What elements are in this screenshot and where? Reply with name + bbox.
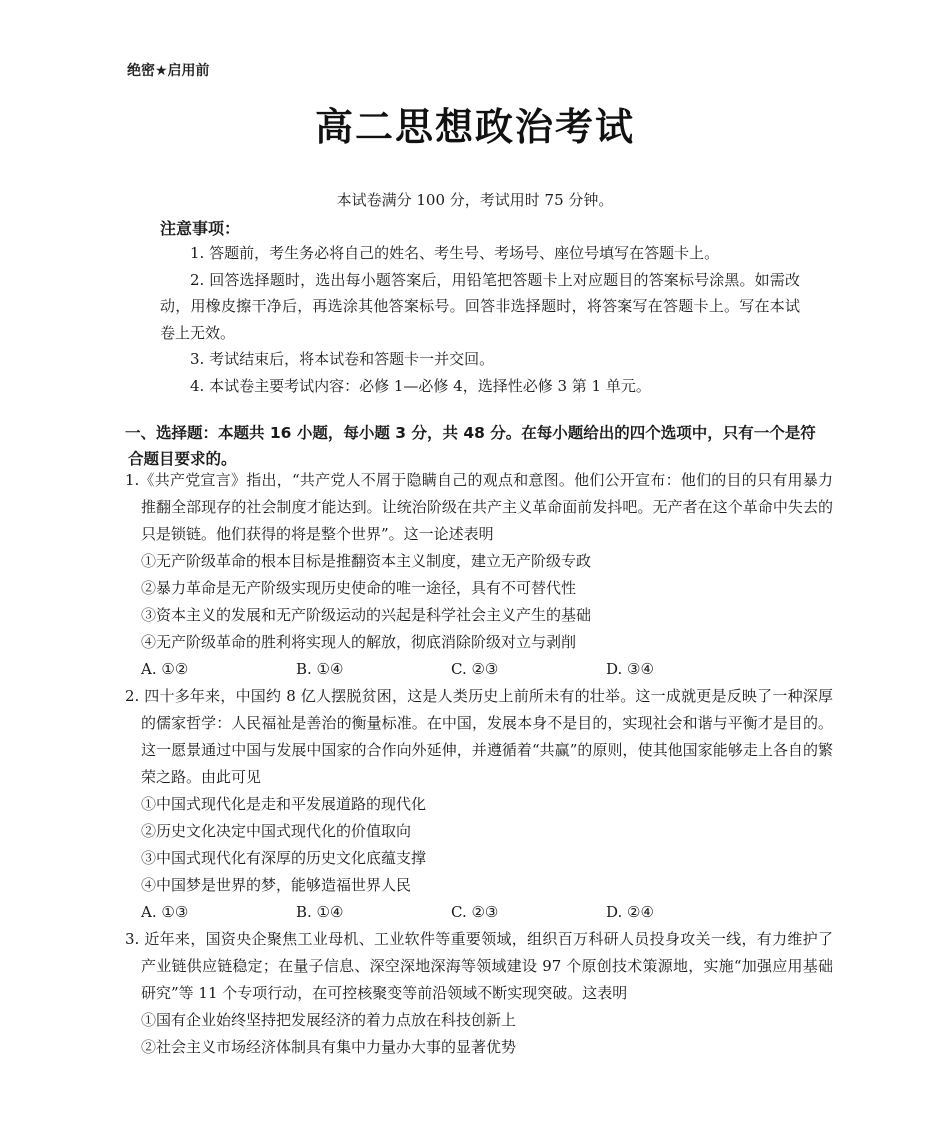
secret-label: 绝密★启用前 (127, 63, 210, 79)
question-stem: 2. 四十多年来，中国约 8 亿人摆脱贫困，这是人类历史上前所未有的壮举。这一成就更是反映了一种深厚的儒家哲学：人民福祉是善治的衡量标准。在中国，发展本身不是目的，实现社会和谐与平衡才是目的。这一愿景通过中国与发展中国家的合作向外延伸，并遵循着“共赢”的原则，使其他国家能够走上各自的繁荣之路。由此可见 (125, 687, 833, 786)
question-option: ②历史文化决定中国式现代化的价值取向 (141, 822, 412, 840)
choice-d: D. ③④ (606, 660, 654, 678)
note-item: 1. 答题前，考生务必将自己的姓名、考生号、考场号、座位号填写在答题卡上。 (190, 244, 720, 262)
question-option: ③资本主义的发展和无产阶级运动的兴起是科学社会主义产生的基础 (141, 606, 592, 624)
exam-title: 高二思想政治考试 (314, 104, 635, 149)
section-heading (125, 420, 830, 472)
choice-b: B. ①④ (296, 660, 344, 678)
answer-choices (125, 899, 833, 926)
section-heading-line1: 一、选择题：本题共 16 小题，每小题 3 分，共 48 分。在每小题给出的四个选项中，只有一个是符 (125, 424, 816, 442)
notes-list (160, 240, 800, 399)
choice-c: C. ②③ (451, 903, 499, 921)
question-option: ④中国梦是世界的梦，能够造福世界人民 (141, 876, 412, 894)
question-1 (125, 467, 833, 683)
question-option: ②社会主义市场经济体制具有集中力量办大事的显著优势 (141, 1038, 517, 1056)
question-option: ②暴力革命是无产阶级实现历史使命的唯一途径，具有不可替代性 (141, 579, 577, 597)
choice-c: C. ②③ (451, 660, 499, 678)
notes-heading: 注意事项： (160, 219, 241, 238)
question-option: ④无产阶级革命的胜利将实现人的解放，彻底消除阶级对立与剥削 (141, 633, 577, 651)
note-item: 3. 考试结束后，将本试卷和答题卡一并交回。 (190, 350, 495, 368)
exam-info: 本试卷满分 100 分，考试用时 75 分钟。 (336, 191, 614, 209)
question-stem: 1.《共产党宣言》指出，“共产党人不屑于隐瞒自己的观点和意图。他们公开宣布：他们的目的只有用暴力推翻全部现存的社会制度才能达到。让统治阶级在共产主义革命面前发抖吧。无产者在这个革命中失去的只是锁链。他们获得的将是整个世界”。这一论述表明 (125, 471, 833, 543)
choice-d: D. ②④ (606, 903, 654, 921)
question-stem: 3. 近年来，国资央企聚焦工业母机、工业软件等重要领域，组织百万科研人员投身攻关一线，有力维护了产业链供应链稳定；在量子信息、深空深地深海等领域建设 97 个原创技术策源地，实施“加强应用基础研究”等 11 个专项行动，在可控核聚变等前沿领域不断实现突破。这表明 (125, 930, 833, 1002)
question-option: ①无产阶级革命的根本目标是推翻资本主义制度，建立无产阶级专政 (141, 552, 592, 570)
choice-a: A. ①② (141, 660, 189, 678)
choice-b: B. ①④ (296, 903, 344, 921)
note-item: 2. 回答选择题时，选出每小题答案后，用铅笔把答题卡上对应题目的答案标号涂黑。如需改动，用橡皮擦干净后，再选涂其他答案标号。回答非选择题时，将答案写在答题卡上。写在本试卷上无效。 (160, 270, 800, 342)
question-3 (125, 926, 833, 1061)
note-item: 4. 本试卷主要考试内容：必修 1—必修 4，选择性必修 3 第 1 单元。 (190, 376, 651, 395)
choice-a: A. ①③ (141, 903, 189, 921)
answer-choices (125, 656, 833, 683)
question-option: ③中国式现代化有深厚的历史文化底蕴支撑 (141, 849, 427, 867)
section-heading-line2: 合题目要求的。 (128, 450, 237, 468)
question-2 (125, 683, 833, 926)
question-option: ①国有企业始终坚持把发展经济的着力点放在科技创新上 (141, 1011, 517, 1029)
question-option: ①中国式现代化是走和平发展道路的现代化 (141, 795, 427, 813)
